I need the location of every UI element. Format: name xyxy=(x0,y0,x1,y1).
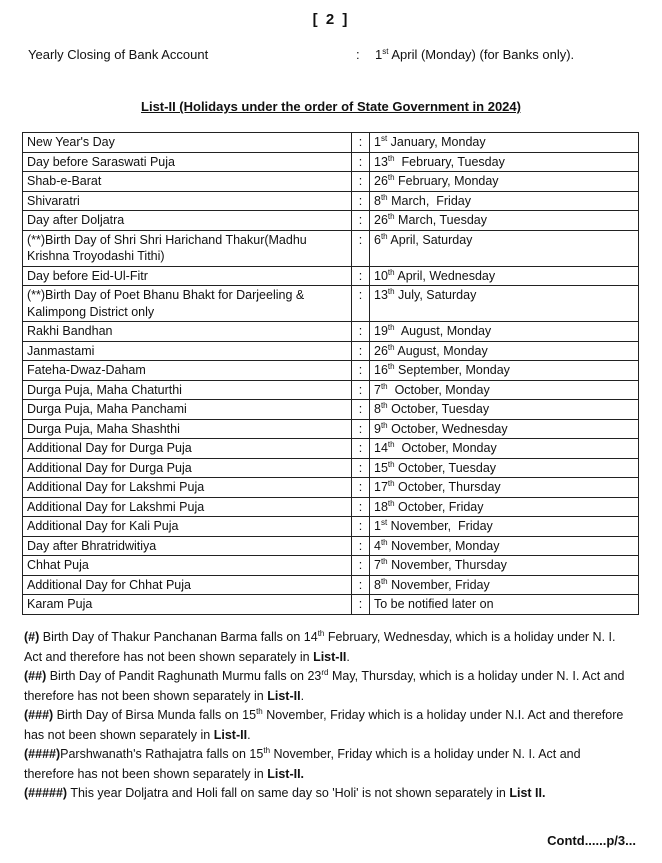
holiday-date: 6th April, Saturday xyxy=(370,230,639,266)
holiday-name: Shivaratri xyxy=(23,191,352,211)
holiday-name: New Year's Day xyxy=(23,133,352,153)
footnote: (#) Birth Day of Thakur Panchanan Barma falls on 14th February, Wednesday, which is a holiday under N. I. Act and therefore has not been shown separately in List-II. xyxy=(24,629,616,664)
holiday-colon: : xyxy=(352,419,370,439)
holiday-row xyxy=(23,133,639,153)
holiday-row xyxy=(23,575,639,595)
holiday-name: Chhat Puja xyxy=(23,556,352,576)
holiday-row xyxy=(23,400,639,420)
holiday-row xyxy=(23,361,639,381)
bank-closing-colon: : xyxy=(356,47,360,62)
holiday-row xyxy=(23,266,639,286)
holiday-colon: : xyxy=(352,322,370,342)
holiday-name: (**)Birth Day of Poet Bhanu Bhakt for Darjeeling & Kalimpong District only xyxy=(23,286,352,322)
holiday-row xyxy=(23,230,639,266)
holiday-name: Day before Saraswati Puja xyxy=(23,152,352,172)
holiday-row xyxy=(23,439,639,459)
holiday-date: 26th February, Monday xyxy=(370,172,639,192)
holiday-row xyxy=(23,478,639,498)
holiday-date: 18th October, Friday xyxy=(370,497,639,517)
holiday-date: 15th October, Tuesday xyxy=(370,458,639,478)
holiday-colon: : xyxy=(352,361,370,381)
holiday-row xyxy=(23,497,639,517)
bank-closing-date: 1st April (Monday) (for Banks only). xyxy=(375,47,575,62)
holiday-date: 8th March, Friday xyxy=(370,191,639,211)
holiday-row xyxy=(23,517,639,537)
holiday-date: 8th October, Tuesday xyxy=(370,400,639,420)
holiday-colon: : xyxy=(352,595,370,615)
holiday-row xyxy=(23,152,639,172)
holiday-date: 19th August, Monday xyxy=(370,322,639,342)
holiday-date: 13th July, Saturday xyxy=(370,286,639,322)
holiday-row xyxy=(23,322,639,342)
holiday-row xyxy=(23,211,639,231)
holiday-date: 7th November, Thursday xyxy=(370,556,639,576)
holiday-row xyxy=(23,286,639,322)
holiday-row xyxy=(23,556,639,576)
holiday-date: 26th March, Tuesday xyxy=(370,211,639,231)
holiday-colon: : xyxy=(352,458,370,478)
footnote: (#####) This year Doljatra and Holi fall on same day so 'Holi' is not shown separately in List II. xyxy=(24,786,546,800)
holiday-colon: : xyxy=(352,152,370,172)
holiday-name: Rakhi Bandhan xyxy=(23,322,352,342)
holiday-date: 16th September, Monday xyxy=(370,361,639,381)
holiday-row xyxy=(23,380,639,400)
holiday-row xyxy=(23,341,639,361)
holiday-colon: : xyxy=(352,556,370,576)
footnote: (####)Parshwanath's Rathajatra falls on 15th November, Friday which is a holiday under N. I. Act and therefore has not been shown separately in List-II. xyxy=(24,746,581,781)
holiday-name: Karam Puja xyxy=(23,595,352,615)
holiday-colon: : xyxy=(352,517,370,537)
holiday-name: Additional Day for Kali Puja xyxy=(23,517,352,537)
holiday-row xyxy=(23,595,639,615)
holiday-colon: : xyxy=(352,286,370,322)
list-title: List-II (Holidays under the order of State Government in 2024) xyxy=(141,99,521,114)
holiday-date: 13th February, Tuesday xyxy=(370,152,639,172)
page-number: [ 2 ] xyxy=(312,11,350,28)
holiday-date: To be notified later on xyxy=(370,595,639,615)
holiday-colon: : xyxy=(352,191,370,211)
holiday-name: Day before Eid-Ul-Fitr xyxy=(23,266,352,286)
holiday-name: Additional Day for Durga Puja xyxy=(23,439,352,459)
holiday-date: 1st November, Friday xyxy=(370,517,639,537)
holiday-table xyxy=(22,132,639,615)
holiday-name: Durga Puja, Maha Panchami xyxy=(23,400,352,420)
holiday-name: Day after Doljatra xyxy=(23,211,352,231)
footnotes xyxy=(24,628,632,804)
holiday-date: 8th November, Friday xyxy=(370,575,639,595)
holiday-row xyxy=(23,536,639,556)
holiday-colon: : xyxy=(352,266,370,286)
holiday-name: Durga Puja, Maha Shashthi xyxy=(23,419,352,439)
holiday-colon: : xyxy=(352,341,370,361)
footnote: (###) Birth Day of Birsa Munda falls on 15th November, Friday which is a holiday under N.I. Act and therefore has not been shown separately in List-II. xyxy=(24,707,624,742)
holiday-colon: : xyxy=(352,478,370,498)
bank-closing-label: Yearly Closing of Bank Account xyxy=(28,47,209,62)
holiday-colon: : xyxy=(352,400,370,420)
holiday-name: Day after Bhratridwitiya xyxy=(23,536,352,556)
holiday-name: Additional Day for Durga Puja xyxy=(23,458,352,478)
holiday-row xyxy=(23,458,639,478)
holiday-colon: : xyxy=(352,380,370,400)
holiday-row xyxy=(23,191,639,211)
holiday-date: 7th October, Monday xyxy=(370,380,639,400)
holiday-name: Shab-e-Barat xyxy=(23,172,352,192)
holiday-date: 4th November, Monday xyxy=(370,536,639,556)
holiday-colon: : xyxy=(352,230,370,266)
holiday-date: 26th August, Monday xyxy=(370,341,639,361)
holiday-row xyxy=(23,419,639,439)
holiday-name: Fateha-Dwaz-Daham xyxy=(23,361,352,381)
holiday-name: Additional Day for Lakshmi Puja xyxy=(23,497,352,517)
holiday-name: (**)Birth Day of Shri Shri Harichand Thakur(Madhu Krishna Troyodashi Tithi) xyxy=(23,230,352,266)
holiday-colon: : xyxy=(352,133,370,153)
holiday-colon: : xyxy=(352,575,370,595)
holiday-colon: : xyxy=(352,211,370,231)
holiday-colon: : xyxy=(352,439,370,459)
holiday-colon: : xyxy=(352,172,370,192)
holiday-date: 10th April, Wednesday xyxy=(370,266,639,286)
continued-label: Contd......p/3... xyxy=(547,833,636,848)
holiday-name: Janmastami xyxy=(23,341,352,361)
holiday-colon: : xyxy=(352,497,370,517)
holiday-date: 17th October, Thursday xyxy=(370,478,639,498)
holiday-date: 14th October, Monday xyxy=(370,439,639,459)
footnote: (##) Birth Day of Pandit Raghunath Murmu falls on 23rd May, Thursday, which is a holiday under N. I. Act and therefore has not been shown separately in List-II. xyxy=(24,668,625,703)
holiday-row xyxy=(23,172,639,192)
holiday-date: 1st January, Monday xyxy=(370,133,639,153)
holiday-name: Additional Day for Lakshmi Puja xyxy=(23,478,352,498)
holiday-colon: : xyxy=(352,536,370,556)
holiday-date: 9th October, Wednesday xyxy=(370,419,639,439)
holiday-name: Durga Puja, Maha Chaturthi xyxy=(23,380,352,400)
holiday-name: Additional Day for Chhat Puja xyxy=(23,575,352,595)
